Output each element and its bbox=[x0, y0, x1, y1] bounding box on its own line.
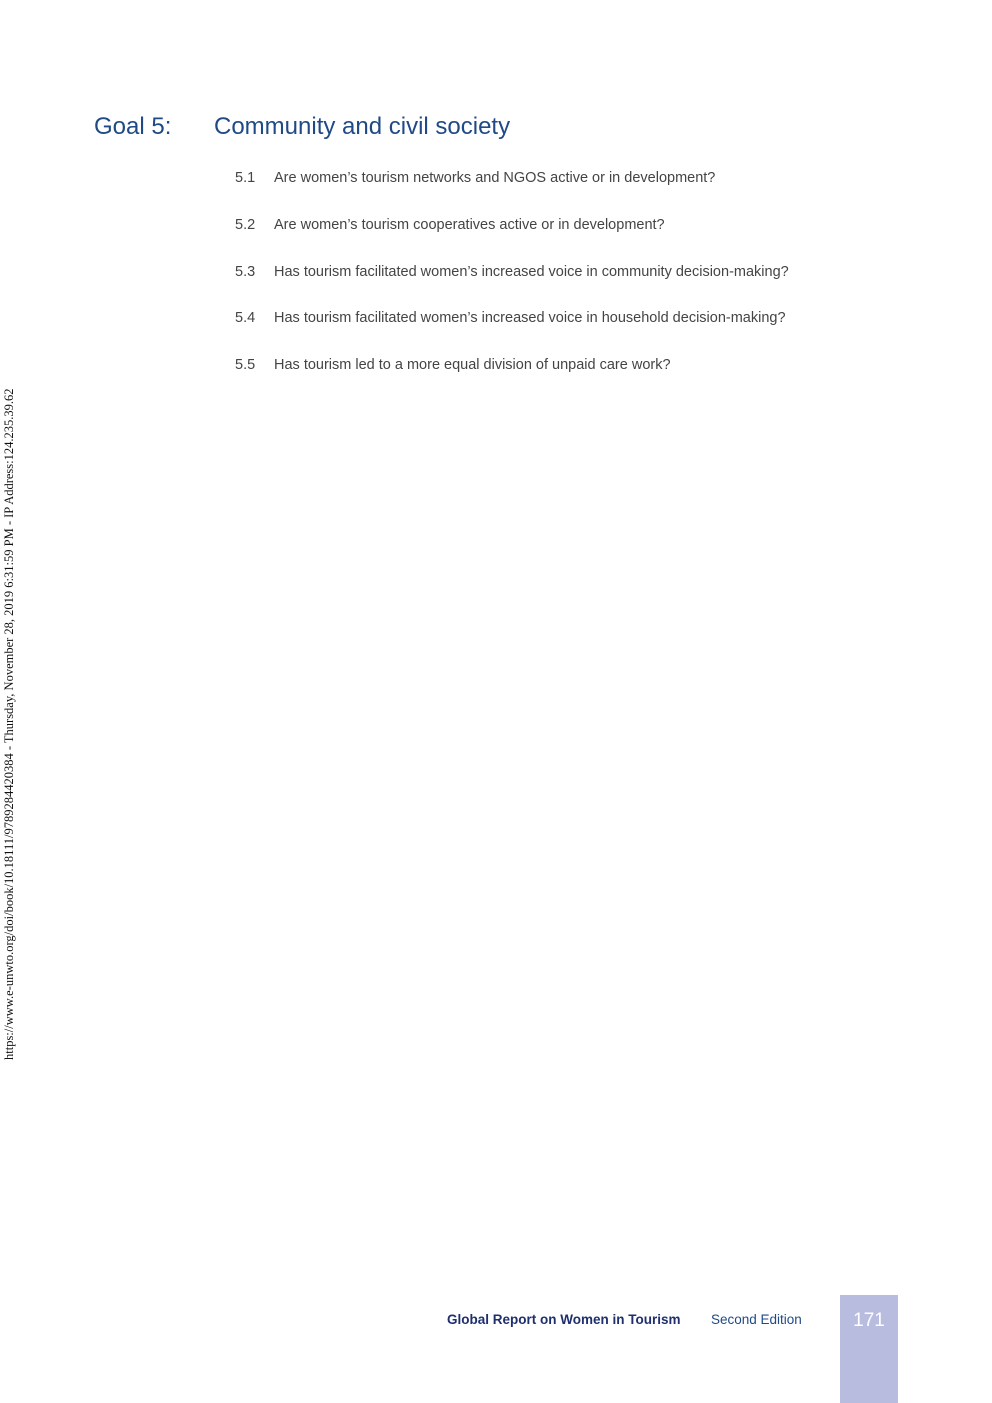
question-text: Are women’s tourism networks and NGOS active or in development? bbox=[274, 170, 716, 186]
page-number: 171 bbox=[853, 1310, 885, 1331]
footer-edition: Second Edition bbox=[711, 1312, 802, 1327]
download-stamp: https://www.e-unwto.org/doi/book/10.18111/9789284420384 - Thursday, November 28, 2019 6:31:59 PM - IP Address:124.235.39.62 bbox=[2, 388, 16, 1060]
list-item bbox=[235, 169, 789, 216]
question-text: Are women’s tourism cooperatives active or in development? bbox=[274, 216, 665, 233]
list-item bbox=[235, 356, 789, 403]
list-item bbox=[235, 309, 789, 356]
question-list bbox=[235, 169, 789, 403]
question-number: 5.2 bbox=[235, 216, 256, 233]
list-item bbox=[235, 216, 789, 263]
page-number-tab bbox=[840, 1295, 898, 1403]
question-number: 5.5 bbox=[235, 357, 256, 373]
footer-report-title: Global Report on Women in Tourism bbox=[447, 1312, 681, 1327]
question-text: Has tourism facilitated women’s increased voice in household decision-making? bbox=[274, 310, 786, 327]
question-text: Has tourism facilitated women’s increased voice in community decision-making? bbox=[274, 263, 789, 280]
question-text: Has tourism led to a more equal division of unpaid care work? bbox=[274, 357, 671, 373]
question-number: 5.4 bbox=[235, 310, 256, 327]
question-number: 5.1 bbox=[235, 170, 256, 186]
goal-label: Goal 5: bbox=[94, 113, 172, 140]
list-item bbox=[235, 263, 789, 310]
question-number: 5.3 bbox=[235, 263, 256, 280]
goal-title: Community and civil society bbox=[214, 113, 511, 140]
